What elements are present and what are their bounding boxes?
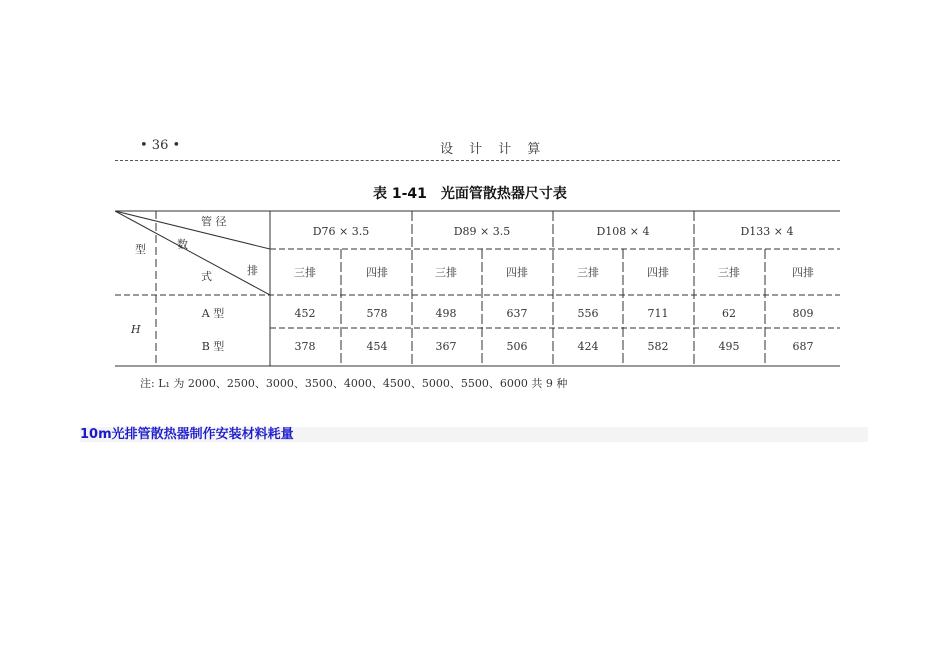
table-note: 注: L₁ 为 2000、2500、3000、3500、4000、4500、5000、5500、6000 共 9 种: [140, 377, 568, 390]
row-header-h: H: [131, 323, 141, 336]
corner-label-count: 数: [177, 238, 188, 251]
column-header-2: 三排: [435, 266, 457, 279]
corner-label-diameter: 管 径: [201, 215, 227, 228]
column-header-0: 三排: [294, 266, 316, 279]
section-link[interactable]: 10m光排管散热器制作安装材料耗量: [80, 427, 868, 442]
page-number: • 36 •: [140, 138, 181, 153]
table-cell: 556: [577, 307, 599, 320]
table-cell: 454: [366, 340, 388, 353]
column-header-6: 三排: [718, 266, 740, 279]
column-header-5: 四排: [647, 266, 669, 279]
table-cell: 498: [435, 307, 457, 320]
column-header-3: 四排: [506, 266, 528, 279]
table-cell: 711: [647, 307, 669, 320]
column-header-4: 三排: [577, 266, 599, 279]
corner-label-form: 式: [201, 270, 212, 283]
group-header-1: D89 × 3.5: [453, 225, 511, 238]
scanned-page-image: [115, 128, 840, 398]
column-header-7: 四排: [792, 266, 814, 279]
table-cell: 809: [792, 307, 814, 320]
table-cell: 424: [577, 340, 599, 353]
table-label: 表 1-41: [373, 186, 427, 202]
table-cell: 582: [647, 340, 669, 353]
dimension-table: [115, 128, 840, 398]
group-header-3: D133 × 4: [740, 225, 794, 238]
table-cell: 378: [294, 340, 316, 353]
group-header-0: D76 × 3.5: [312, 225, 370, 238]
table-cell: 367: [435, 340, 457, 353]
table-cell: 637: [506, 307, 528, 320]
row-label-0: A 型: [201, 307, 225, 320]
table-title: 光面管散热器尺寸表: [440, 186, 567, 202]
group-header-2: D108 × 4: [596, 225, 650, 238]
corner-label-type: 型: [135, 243, 146, 256]
row-label-1: B 型: [201, 340, 225, 353]
table-cell: 62: [722, 307, 736, 320]
table-cell: 506: [506, 340, 528, 353]
column-header-1: 四排: [366, 266, 388, 279]
running-head: 设 计 计 算: [440, 142, 547, 157]
table-cell: 452: [294, 307, 316, 320]
corner-label-rows: 排: [247, 264, 258, 277]
table-cell: 578: [366, 307, 388, 320]
table-cell: 687: [792, 340, 814, 353]
table-cell: 495: [718, 340, 740, 353]
